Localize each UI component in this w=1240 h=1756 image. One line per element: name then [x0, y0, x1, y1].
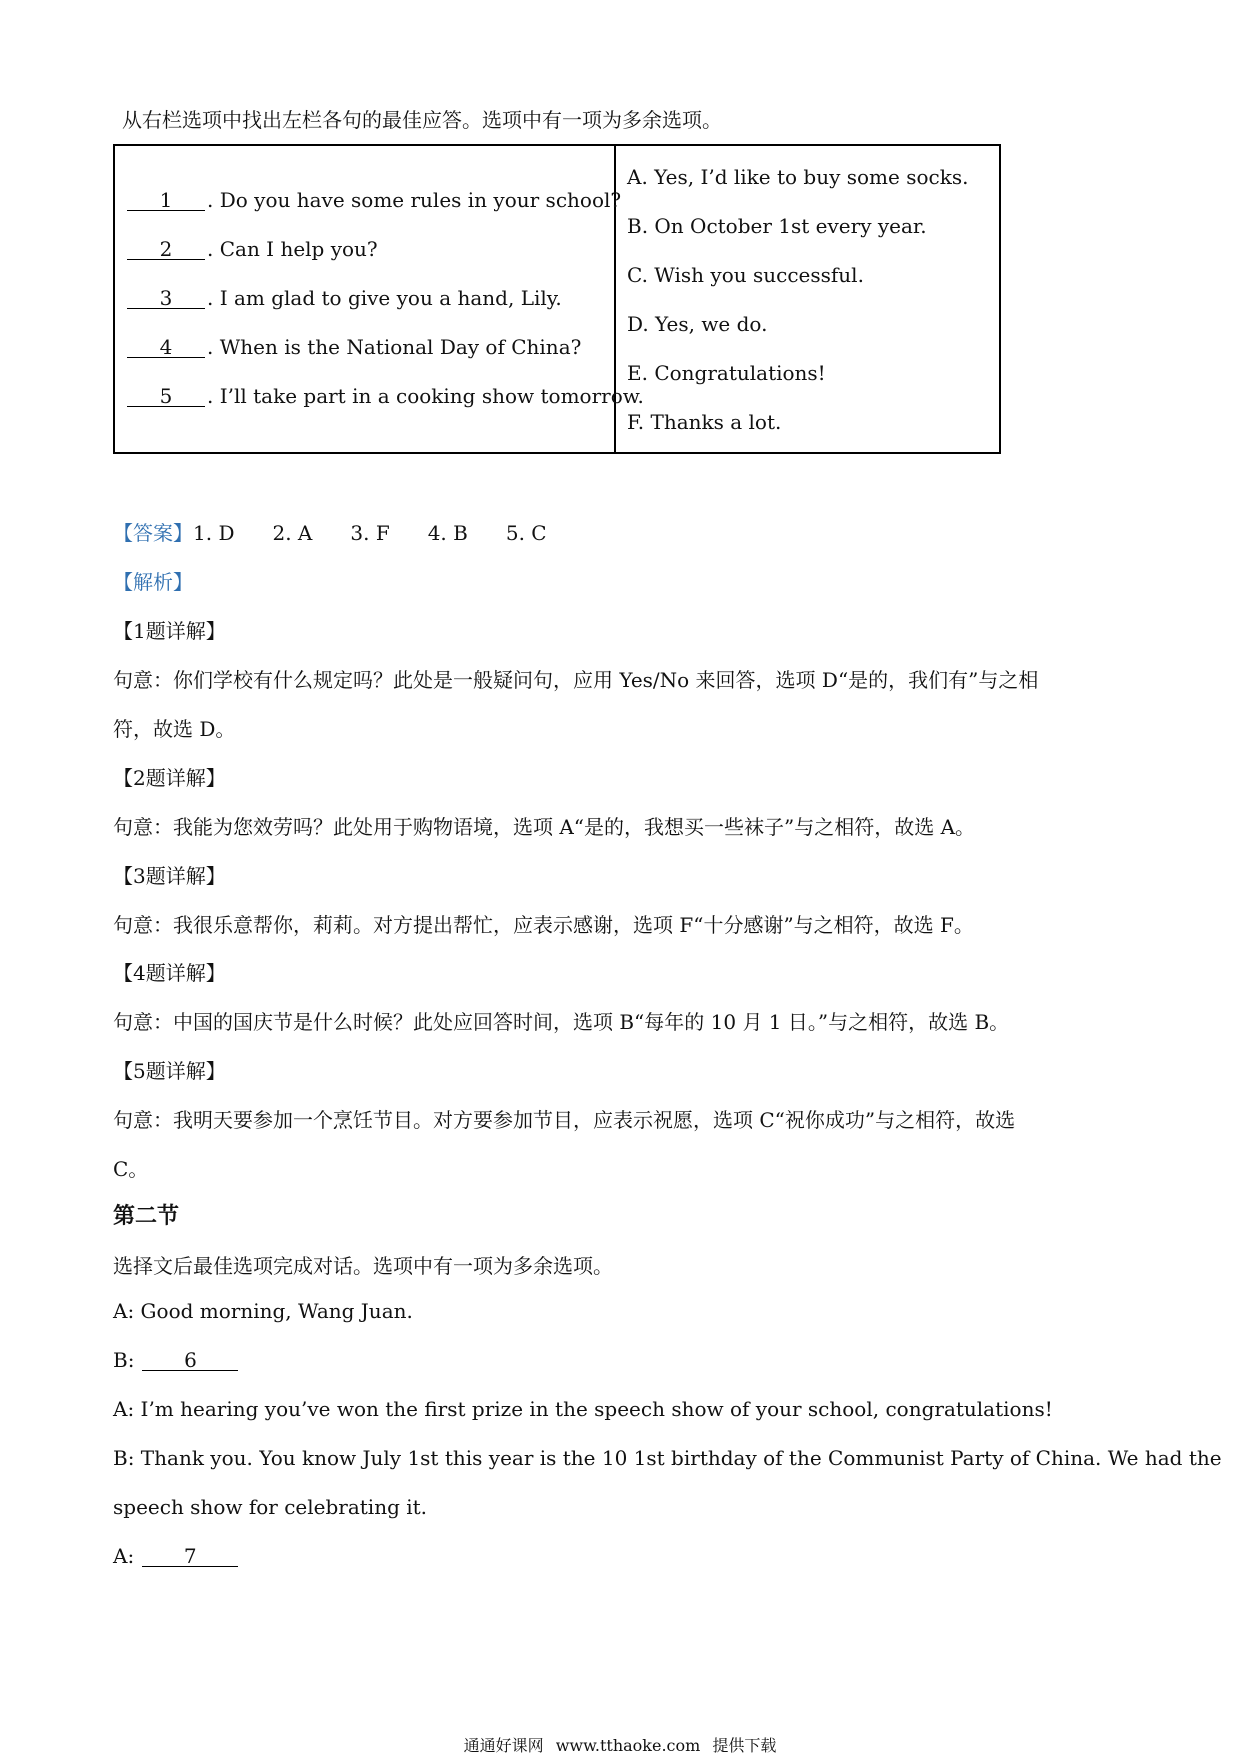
dialogue-line-1 — [113, 1299, 413, 1323]
answer-3: 3. F — [350, 521, 390, 545]
detail-5-line-2: C。 — [113, 1157, 149, 1181]
detail-1-line-2: 符，故选 D。 — [113, 717, 236, 741]
detail-3-line-1: 句意：我很乐意帮你，莉莉。对方提出帮忙，应表示感谢，选项 F“十分感谢”与之相符，故选 F。 — [113, 913, 974, 937]
dialogue-line-6 — [113, 1544, 238, 1568]
detail-5-line-1: 句意：我明天要参加一个烹饪节目。对方要参加节目，应表示祝愿，选项 C“祝你成功”与之相符，故选 — [113, 1108, 1016, 1132]
question-1-text: . Do you have some rules in your school? — [207, 188, 622, 212]
question-4-text: . When is the National Day of China? — [207, 335, 582, 359]
question-2 — [127, 237, 378, 261]
speaker-a: A: — [113, 1397, 135, 1421]
detail-3-heading: 【3题详解】 — [113, 864, 226, 888]
page-footer — [0, 1733, 1240, 1756]
dialogue-line-4 — [113, 1446, 1222, 1470]
question-3 — [127, 286, 562, 310]
blank-6[interactable]: 6 — [142, 1350, 238, 1371]
question-2-text: . Can I help you? — [207, 237, 378, 261]
answer-label: 【答案】 — [113, 521, 193, 545]
dialogue-line-5 — [113, 1495, 427, 1519]
option-e: E. Congratulations! — [627, 361, 826, 385]
option-d: D. Yes, we do. — [627, 312, 768, 336]
answer-2: 2. A — [272, 521, 313, 545]
detail-5-heading: 【5题详解】 — [113, 1059, 226, 1083]
detail-4-heading: 【4题详解】 — [113, 961, 226, 985]
option-a: A. Yes, I’d like to buy some socks. — [627, 165, 969, 189]
detail-4-line-1: 句意：中国的国庆节是什么时候？此处应回答时间，选项 B“每年的 10 月 1 日。”与之相符，故选 B。 — [113, 1010, 1010, 1034]
question-1 — [127, 188, 621, 212]
dialogue-text: Thank you. You know July 1st this year is the 10 1st birthday of the Communist Party of China. We had the — [140, 1446, 1222, 1470]
option-c: C. Wish you successful. — [627, 263, 864, 287]
option-b: B. On October 1st every year. — [627, 214, 927, 238]
dialogue-text: I’m hearing you’ve won the first prize in the speech show of your school, congratulations! — [140, 1397, 1053, 1421]
detail-2-heading: 【2题详解】 — [113, 766, 226, 790]
footer-site-name: 通通好课网 — [463, 1736, 544, 1755]
detail-1-line-1: 句意：你们学校有什么规定吗？此处是一般疑问句，应用 Yes/No 来回答，选项 D“是的，我们有”与之相 — [113, 668, 1039, 692]
answer-4: 4. B — [427, 521, 468, 545]
question-3-text: . I am glad to give you a hand, Lily. — [207, 286, 562, 310]
dialogue-line-3 — [113, 1397, 1053, 1421]
footer-suffix: 提供下载 — [712, 1736, 777, 1755]
speaker-a: A: — [113, 1544, 135, 1568]
blank-2[interactable]: 2 — [127, 239, 205, 260]
speaker-b: B: — [113, 1446, 135, 1470]
detail-1-heading: 【1题详解】 — [113, 619, 226, 643]
blank-3[interactable]: 3 — [127, 288, 205, 309]
footer-url[interactable]: www.tthaoke.com — [555, 1736, 701, 1755]
option-f: F. Thanks a lot. — [627, 410, 782, 434]
answer-line — [113, 517, 585, 546]
speaker-b: B: — [113, 1348, 135, 1372]
dialogue-text: Good morning, Wang Juan. — [140, 1299, 413, 1323]
part2-instruction: 选择文后最佳选项完成对话。选项中有一项为多余选项。 — [113, 1254, 613, 1278]
blank-5[interactable]: 5 — [127, 386, 205, 407]
question-5 — [127, 384, 644, 408]
part2-title: 第二节 — [113, 1203, 180, 1229]
blank-7[interactable]: 7 — [142, 1546, 238, 1567]
answer-5: 5. C — [505, 521, 547, 545]
dialogue-text: speech show for celebrating it. — [113, 1495, 428, 1519]
question-5-text: . I’ll take part in a cooking show tomorrow. — [207, 384, 644, 408]
speaker-a: A: — [113, 1299, 135, 1323]
question-4 — [127, 335, 581, 359]
analysis-label: 【解析】 — [113, 570, 193, 594]
part1-instruction: 从右栏选项中找出左栏各句的最佳应答。选项中有一项为多余选项。 — [122, 108, 722, 132]
blank-4[interactable]: 4 — [127, 337, 205, 358]
blank-1[interactable]: 1 — [127, 190, 205, 211]
matching-table — [113, 144, 1001, 454]
answer-1: 1. D — [193, 521, 235, 545]
detail-2-line-1: 句意：我能为您效劳吗？此处用于购物语境，选项 A“是的，我想买一些袜子”与之相符，故选 A。 — [113, 815, 976, 839]
dialogue-line-2 — [113, 1348, 238, 1372]
